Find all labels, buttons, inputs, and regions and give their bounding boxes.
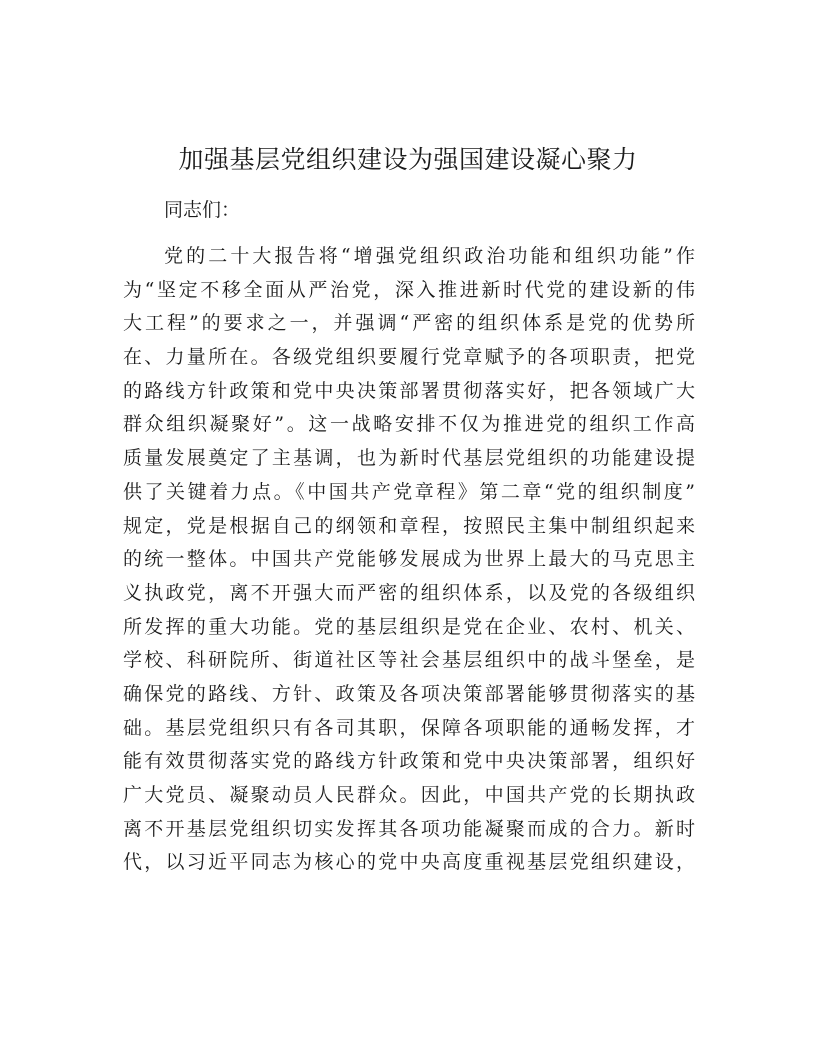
salutation: 同志们： — [164, 199, 241, 221]
paragraph-line: 所发挥的重大功能。党的基层组织是党在企业、农村、机关、 — [123, 615, 695, 638]
paragraph-line: 党的二十大报告将“增强党组织政治功能和组织功能”作 — [164, 245, 695, 267]
paragraph-line: 质量发展奠定了主基调，也为新时代基层党组织的功能建设提 — [123, 447, 695, 470]
paragraph-line: 大工程”的要求之一，并强调“严密的组织体系是党的优势所 — [123, 312, 695, 335]
paragraph-line: 广大党员、凝聚动员人民群众。因此，中国共产党的长期执政 — [123, 784, 695, 806]
paragraph-line: 为“坚定不移全面从严治党，深入推进新时代党的建设新的伟 — [123, 278, 695, 301]
paragraph-line: 离不开基层党组织切实发挥其各项功能凝聚而成的合力。新时 — [123, 817, 695, 840]
paragraph-line: 的统一整体。中国共产党能够发展成为世界上最大的马克思主 — [123, 548, 695, 571]
paragraph-line: 群众组织凝聚好”。这一战略安排不仅为推进党的组织工作高 — [123, 413, 695, 436]
paragraph-line: 规定，党是根据自己的纲领和章程，按照民主集中制组织起来 — [123, 514, 695, 537]
paragraph-line: 础。基层党组织只有各司其职，保障各项职能的通畅发挥，才 — [123, 716, 695, 739]
body-paragraph — [123, 240, 695, 880]
paragraph-line: 确保党的路线、方针、政策及各项决策部署能够贯彻落实的基 — [123, 682, 695, 705]
paragraph-line: 能有效贯彻落实党的路线方针政策和党中央决策部署，组织好 — [123, 750, 695, 773]
paragraph-line: 在、力量所在。各级党组织要履行党章赋予的各项职责，把党 — [123, 346, 695, 369]
paragraph-line: 学校、科研院所、街道社区等社会基层组织中的战斗堡垒，是 — [123, 649, 695, 672]
document-title: 加强基层党组织建设为强国建设凝心聚力 — [178, 145, 638, 174]
paragraph-line: 的路线方针政策和党中央决策部署贯彻落实好，把各领域广大 — [123, 379, 695, 402]
paragraph-line: 供了关键着力点。《中国共产党章程》第二章“党的组织制度” — [123, 480, 695, 503]
paragraph-line: 代，以习近平同志为核心的党中央高度重视基层党组织建设， — [123, 851, 695, 874]
paragraph-line: 义执政党，离不开强大而严密的组织体系，以及党的各级组织 — [123, 581, 695, 604]
